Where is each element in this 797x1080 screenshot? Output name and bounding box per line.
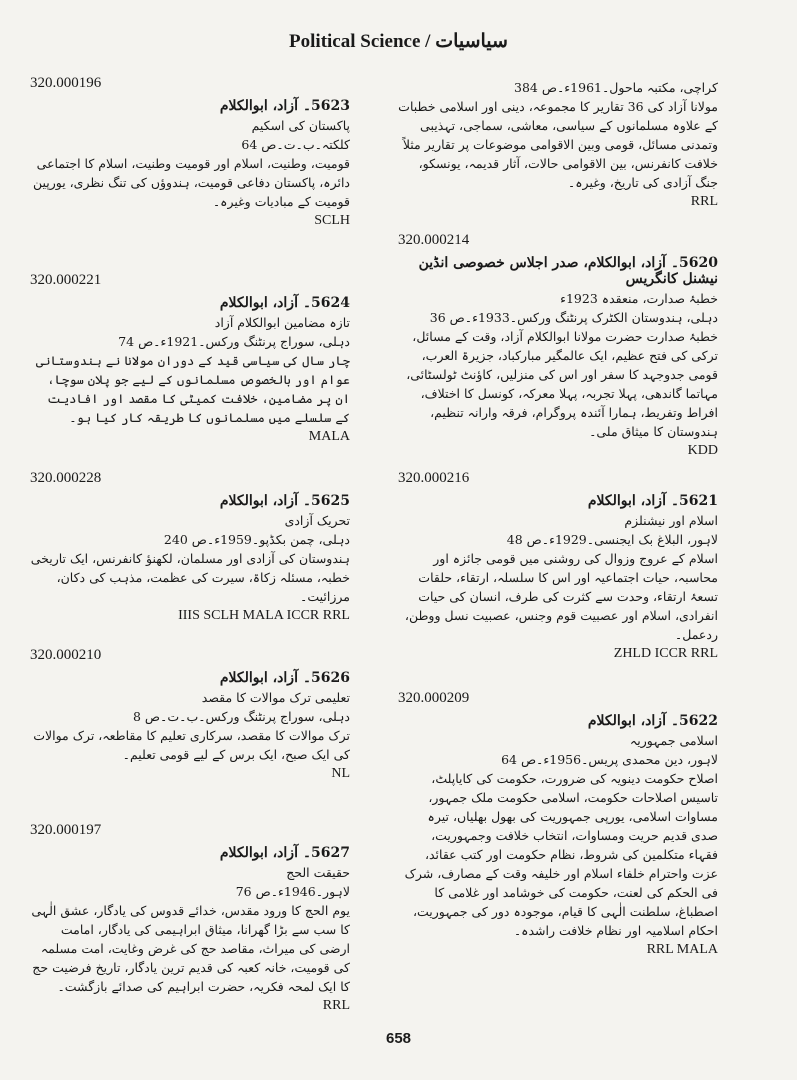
- library-codes: ZHLD ICCR RRL: [613, 646, 718, 661]
- library-codes: KDD: [687, 443, 718, 458]
- entry-heading: 5623۔ آزاد، ابوالکلام: [219, 98, 350, 114]
- entry-description: چار سال کی سیاسی قید کے دوران مولانا نے ہندوستانی عوام اور بالخصوص مسلمانوں کے لیے جو پلان سوچا، ان پر مضامین، خلافت کمیٹی کا مقصد اور افادیت کے سلسلے میں مسلمانوں کا طریقہ کار کیا ہو۔: [35, 353, 350, 425]
- library-codes: RRL: [322, 998, 350, 1013]
- entry-heading: 5625۔ آزاد، ابوالکلام: [219, 493, 350, 509]
- entry-5626: [30, 647, 350, 782]
- entry-imprint: دہلی، ہندوستان الکٹرک پرنٹنگ ورکس۔1933ء۔ص 36: [429, 310, 718, 325]
- entry-title: پاکستان کی اسکیم: [251, 118, 350, 133]
- page-number: 658: [385, 1030, 412, 1047]
- entry-description: یوم الحج کا ورود مقدس، خدائے قدوس کی یادگار، عشق الٰہی کا سب سے بڑا گھرانا، میثاق ابراہیمی کی یادگار، امامت ارضی کی میراث، مقاصد حج کی غرض وغایت، امت مسلمہ کی قومیت، خانہ کعبہ کی قدیم ترین یادگار، تاریخ فرضیت حج کا ایک لمحہ فکریہ، حضرت ابراہیم کی صدائے بازگشت۔: [31, 903, 350, 994]
- entry-5625: [30, 470, 350, 624]
- library-codes: SCLH: [314, 213, 350, 228]
- entry-title: تازہ مضامین ابوالکلام آزاد: [214, 315, 350, 330]
- entry-description: مولانا آزاد کی 36 تقاریر کا مجموعہ، دینی اور اسلامی خطبات کے علاوہ مسلمانوں کے سیاسی، معاشی، سماجی، تہذیبی وتمدنی مسائل، قومی وبین الاقوامی موضوعات پر تقاریر مثلاً خلافت کانفرنس، بین الاقوامی حالات، آثار قدیمہ، یونسکو، جنگ آزادی کی تاریخ، وغیرہ۔: [398, 99, 718, 190]
- library-codes: IIIS SCLH MALA ICCR RRL: [178, 608, 350, 623]
- entry-title: حقیقت الحج: [286, 865, 350, 880]
- entry-title: خطبۂ صدارت، منعقدہ 1923ء: [560, 291, 718, 306]
- class-code: 320.000197: [30, 822, 102, 838]
- entry-heading: 5626۔ آزاد، ابوالکلام: [219, 670, 350, 686]
- entry-imprint: دہلی، سوراج پرنٹنگ ورکس۔1921ء۔ص 74: [118, 334, 350, 349]
- entry-description: ترک موالات کا مقصد، سرکاری تعلیم کا مقاطعہ، ترک موالات کی ایک صبح، ایک برس کے لیے قومی تعلیم۔: [33, 728, 350, 762]
- entry-5620: [398, 232, 718, 459]
- entry-description: ہندوستان کی آزادی اور مسلمان، لکھنؤ کانفرنس، ایک تاریخی خطبہ، مسئلہ زکاۃ، سیرت کی عظمت، مذہب کی دکان، مرزائیت۔: [30, 551, 350, 604]
- entry-imprint: لاہور۔1946ء۔ص 76: [235, 884, 350, 899]
- entry-description: قومیت، وطنیت، اسلام اور قومیت وطنیت، اسلام کا اجتماعی دائرہ، پاکستان دفاعی قومیت، ہندوؤں کی تنگ نظری، یورپین قومیت کے مبادیات وغیرہ۔: [32, 156, 350, 209]
- entry-5627: [30, 822, 350, 1014]
- entry-heading: 5627۔ آزاد، ابوالکلام: [219, 845, 350, 861]
- entry-5623: [30, 75, 350, 229]
- class-code: 320.000216: [398, 470, 470, 486]
- library-codes: RRL MALA: [646, 942, 718, 957]
- entry-title: تعلیمی ترک موالات کا مقصد: [201, 690, 350, 705]
- entry-title: تحریک آزادی: [284, 513, 350, 528]
- entry-imprint: کلکتہ۔ب۔ت۔ص 64: [241, 137, 350, 152]
- page-title: Political Science / سیاسیات: [289, 31, 508, 52]
- entry-title: اسلام اور نیشنلزم: [624, 513, 718, 528]
- class-code: 320.000214: [398, 232, 470, 248]
- entry-description: خطبۂ صدارت حضرت مولانا ابوالکلام آزاد، وقت کے مسائل، ترکی کی فتح عظیم، ایک عالمگیر مبارکباد، جزیرۃ العرب، قومی جدوجہد کا سفر اور اس کی منزلیں، کاؤنٹ ٹولسٹائی، مہاتما گاندھی، پہلا تجربہ، پہلا معرکہ، کونسل کا اختلاف، افراط وتفریط، ہمارا آئندہ پروگرام، فرقہ وارانہ تنظیم، ہندوستان کا میثاق ملی۔: [406, 329, 718, 439]
- entry-description: اسلام کے عروج وزوال کی روشنی میں قومی جائزہ اور محاسبہ، حیات اجتماعیہ اور اس کا سلسلہ، ارتقاء، حلقات تسعۂ ارتقاء، وحدت سے کثرت کی طرف، انسان کی حیات انفرادی، اسلام اور عصبیت قوم وجنس، عصبیت نسل ووطن، ردعمل۔: [404, 551, 718, 642]
- entry-imprint: کراچی، مکتبہ ماحول۔1961ء۔ص 384: [514, 80, 718, 95]
- entry-continued: [398, 78, 718, 210]
- entry-heading: 5624۔ آزاد، ابوالکلام: [219, 295, 350, 311]
- class-code: 320.000209: [398, 690, 470, 706]
- class-code: 320.000221: [30, 272, 102, 288]
- class-code: 320.000210: [30, 647, 102, 663]
- entry-imprint: لاہور، دین محمدی پریس۔1956ء۔ص 64: [501, 752, 718, 767]
- entry-imprint: دہلی، سوراج پرنٹنگ ورکس۔ب۔ت۔ص 8: [132, 709, 350, 724]
- library-codes: RRL: [690, 194, 718, 209]
- entry-description: اصلاح حکومت دینویہ کی ضرورت، حکومت کی کایاپلٹ، تاسیس اصلاحات حکومت، اسلامی حکومت ملک جمہور، مساوات اسلامی، یورپی جمہوریت کی بھول بھلیاں، تیرہ صدی قدیم حریت ومساوات، انتخاب خلافت وجمہوریت، فقہاء متکلمین کی شروط، نظام حکومت اور کتب عقائد، عزت واحترام خلفاء اسلام اور خلیفہ وقت کے مصارف، شرک فی الحکم کی لعنت، حکومت کی خوشامد اور غلامی کا اصطباغ، سلطنت الٰہی کا قیام، موجودہ دور کی جمہوریت، احکام اسلامیہ اور نظام خلافت راشدہ۔: [404, 771, 718, 938]
- library-codes: NL: [331, 766, 350, 781]
- entry-5624: [30, 272, 350, 445]
- entry-title: اسلامی جمہوریہ: [629, 733, 718, 748]
- entry-imprint: دہلی، چمن بکڈپو۔1959ء۔ص 240: [163, 532, 350, 547]
- entry-imprint: لاہور، البلاغ بک ایجنسی۔1929ء۔ص 48: [506, 532, 718, 547]
- entry-heading: 5622۔ آزاد، ابوالکلام: [587, 713, 718, 729]
- entry-5622: [398, 690, 718, 958]
- entry-5621: [398, 470, 718, 662]
- entry-heading: 5620۔ آزاد، ابوالکلام، صدر اجلاس خصوصی انڈین نیشنل کانگریس: [418, 255, 718, 287]
- library-codes: MALA: [308, 429, 350, 444]
- entry-heading: 5621۔ آزاد، ابوالکلام: [587, 493, 718, 509]
- class-code: 320.000196: [30, 75, 102, 91]
- class-code: 320.000228: [30, 470, 102, 486]
